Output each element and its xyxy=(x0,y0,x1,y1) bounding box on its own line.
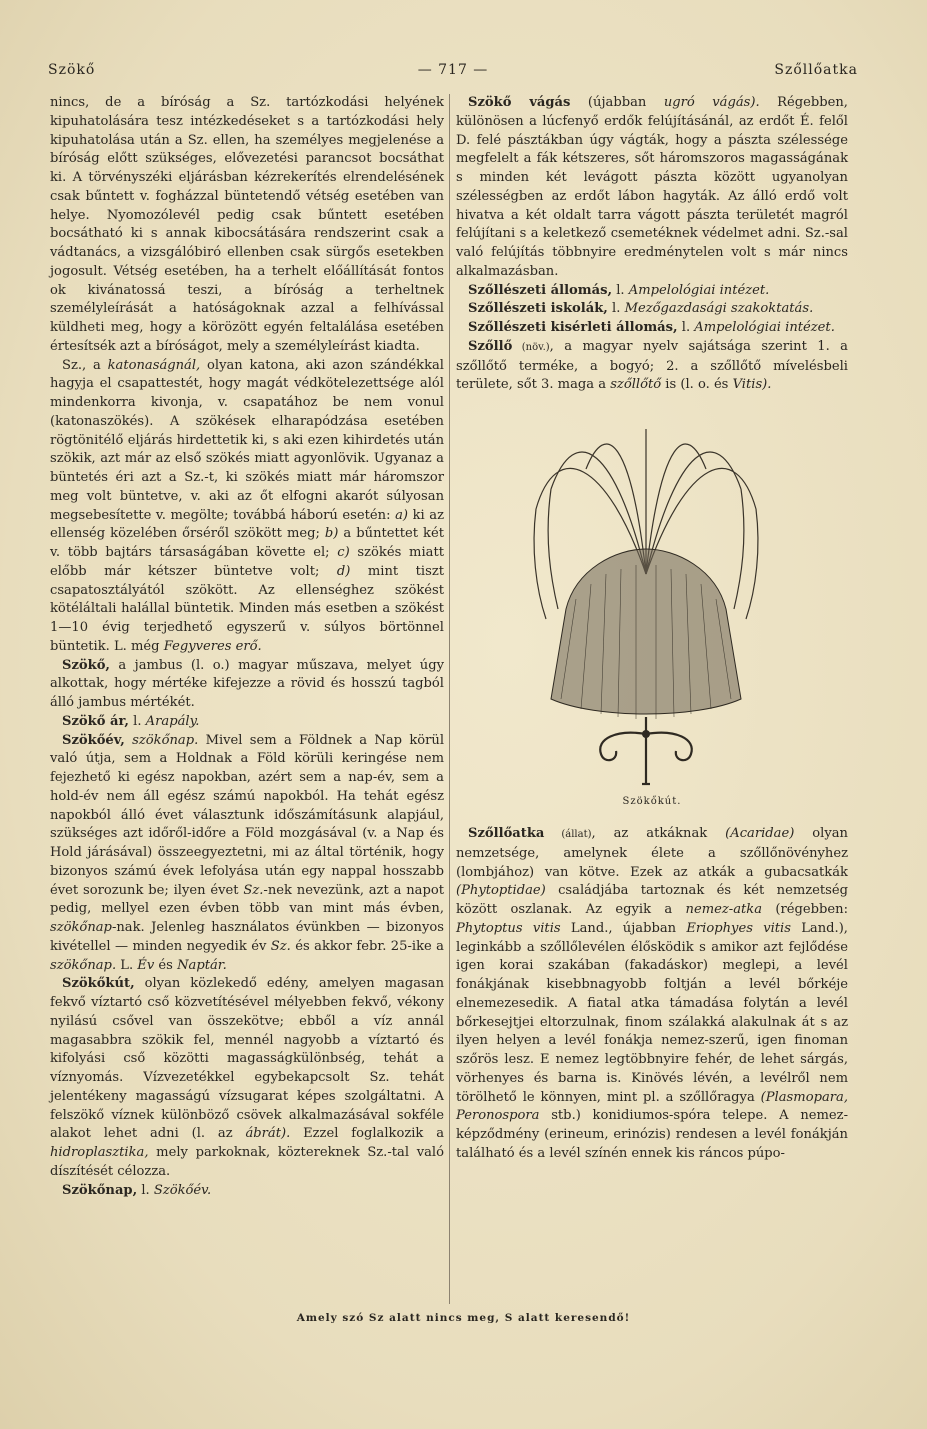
fountain-drawing xyxy=(496,399,796,789)
entry-szokoev: Szökőév, szökőnap. Mivel sem a Földnek a Nap körül való útja, sem a Holdnak a Föld körüli keringése nem fejezhető ki egész napokban, azért sem a nap-év, sem a hold-év nem áll egész számú napokból. Ha tehát egész napokból álló évet választunk időszámításunk alapjául, szükséges azt időről-időre a Föld mozgásával (v. a Nap és Hold járásával) összeegyeztetni, mi az által történik, hogy bizonyos számú évek lefolyása után egy nappal hosszabb évet sorozunk be; ilyen évet Sz.-nek nevezünk, azt a napot pedig, mellyel ezen évben több van mint más évben, szökőnap-nak. Jelenleg használatos évünkben — bizonyos kivétellel — minden negyedik év Sz. és akkor febr. 25-ike a szökőnap. L. Év és Naptár. xyxy=(50,732,445,973)
fountain-illustration xyxy=(456,399,848,819)
entry-szokokut: Szökőkút, olyan közlekedő edény, amelyen magasan fekvő víztartó cső közvetítésével mélyebben fekvő, vékony nyilású csővel van összekötve; ebből a víz annál magasabbra szökik fel, mennél nagyobb a víztartó és kifolyási cső közötti magasságkülönbség, tehát a víznyomás. Vízvezetékkel egybekapcsolt Sz. tehát jelentékeny magasságú vízsugarat képes szolgáltatni. A felszökő víznek különböző csövek alkalmazásával sokféle alakot lehet adni (l. az ábrát). Ezzel foglalkozik a hidroplasztika, mely parkoknak, köztereknek Sz.-tal való díszítését célozza. xyxy=(50,976,445,1179)
figure-caption: Szökőkút. xyxy=(622,796,682,807)
entry-szoko: Szökő, a jambus (l. o.) magyar műszava, melyet úgy alkottak, hogy mértéke kifejezze a rövid és hosszú tagból álló jambus mértékét. xyxy=(50,657,444,710)
entry-continuation: nincs, de a bíróság a Sz. tartózkodási helyének kipuhatolására tesz intézkedéseket s a tartózkodási hely kipuhatolása után a Sz. ellen, ha személyes megjelenése a bíróság előtt szükséges, elővezetési parancsot bocsáthat ki. A törvényszéki eljárásban kézrekerítés elrendelésének csak bűntett v. fogházzal büntetendő vétség esetében van helye. Nyomozólevél pedig csak bűntett esetében bocsátható ki s annak kibocsátására rendszerint csak a vádtanács, a vizsgálóbiró ellenben csak sürgős esetekben jogosult. Vétség esetében, ha a terhelt előállítását fontos ok kivánatossá teszi, a bíróság a terheltnek személyleírását a hatóságoknak azzal a felhívással küldheti meg, hogy a körözött egyén feltalálása esetében értesítsék azt a bíróságot, mely a személyleírást kiadta. xyxy=(50,95,444,354)
cross-reference: Ampelológiai intézet. xyxy=(628,282,770,298)
header-left: Szökő xyxy=(48,62,96,78)
cross-reference: Arapály. xyxy=(145,713,200,729)
header-right: Szőllőatka xyxy=(774,62,858,78)
left-column xyxy=(50,94,444,1200)
cross-reference: Szökőév. xyxy=(153,1182,212,1198)
cross-reference: Mezőgazdasági szakoktatás. xyxy=(624,301,814,317)
entry-szolleszeti-kiserleti: Szőllészeti kisérleti állomás, l. Ampelológiai intézet. xyxy=(468,320,835,335)
entry-military: Sz., a katonaságnál, olyan katona, aki azon szándékkal hagyja el csapattestét, hogy magát védkötelezettsége alól mindenkorra kivonja, v. csapatához be nem vonul (katonaszökés). A szökések elharapódzása esetében rögtönitélő eljárás hirdettetik ki, s aki ezen kihirdetés után szökik, azt már az első szökés miatt agyonlövik. Ugyanaz a büntetés éri azt a Sz.-t, ki szökés miatt már háromszor meg volt büntetve, v. aki az őt elfogni akarót súlyosan megsebesítette v. megölte; továbbá háború esetén: a) ki az ellenség közelében őrséről szökött meg; b) a bűntettet két v. több bajtárs társaságában követte el; c) szökés miatt előbb már kétszer büntetve volt; d) mint tiszt csapatosztályától szökött. Az ellenséghez szökést kötéláltali halállal büntetik. Minden más esetben a szökést 1—10 évig terjedhető egyszerű v. súlyos börtönnel büntetik. L. még Fegyveres erő. xyxy=(50,357,444,654)
entry-szolleszeti-iskolak: Szőllészeti iskolák, l. Mezőgazdasági szakoktatás. xyxy=(468,301,814,317)
running-header xyxy=(48,62,858,84)
footer-note: Amely szó Sz alatt nincs meg, S alatt keresendő! xyxy=(296,1312,631,1324)
cross-reference: Fegyveres erő. xyxy=(163,638,262,654)
entry-szollo: Szőllő (növ.), a magyar nyelv sajátsága szerint 1. a szőllőtő terméke, a bogyó; 2. a szőllőtő mívelésbeli területe, sőt 3. maga a szőllőtő is (l. o. és Vitis). xyxy=(456,338,848,393)
cross-reference: Ampelológiai intézet. xyxy=(694,320,835,335)
column-divider xyxy=(449,94,450,1304)
page-number: — 717 — xyxy=(417,62,489,78)
entry-szoko-vagas: Szökő vágás (újabban ugró vágás). Régebben, különösen a lúcfenyő erdők felújításánál, az erdőt É. felől D. felé pásztákban úgy vágták, hogy a pászta szélessége megfelelt a fák kétszeres, sőt háromszoros magasságának s minden két levágott pászta között ugyanolyan szélességben az erdőt lábon hagyták. Az álló erdő volt hivatva a két oldalt tarra vágott pászta területét magról felújítani s a keletkező csemetéknek védelmet adni. Sz.-sal való felújítás többnyire eredménytelen volt s már nincs alkalmazásban. xyxy=(456,95,848,279)
entry-szoko-ar: Szökő ár, l. Arapály. xyxy=(62,713,200,729)
right-column xyxy=(456,94,848,1164)
entry-szolloatka: Szőllőatka (állat), az atkáknak (Acaridae) olyan nemzetsége, amelynek élete a szőllőnövényhez (lombjához) van kötve. Ezek az atkák a gubacsatkák (Phytoptidae) családjába tartoznak és két nemzetség között oszlanak. Az egyik a nemez-atka (régebben: Phytoptus vitis Land., újabban Eriophyes vitis Land.), leginkább a szőllőlevélen élősködik s amikor azt fejlődése igen korai szakában (fakadáskor) meglepi, a levél fonákjának kisebbnagyobb foltján a levél bőrkéje elnemezesedik. A fiatal atka támadása folytán a levél bőrkesejtjei eltorzulnak, finom szálakká alakulnak át s az ilyen helyen a levél fonákja nemez-szerű, igen finoman szőrös lesz. E nemez legtöbbnyire fehér, de lehet sárgás, vörhenyes és barna is. Kinövés lévén, a levélről nem törölhető le könnyen, mint pl. a szőllőragya (Plasmopara, Peronospora stb.) konidiumos-spóra telepe. A nemez-képződmény (erineum, erinózis) rendesen a levél fonákján található és a levél színén ennek kis ráncos púpo- xyxy=(456,826,848,1161)
entry-szokonap: Szökőnap, l. Szökőév. xyxy=(62,1182,212,1198)
entry-szolleszeti-allomas: Szőllészeti állomás, l. Ampelológiai intézet. xyxy=(468,282,770,298)
